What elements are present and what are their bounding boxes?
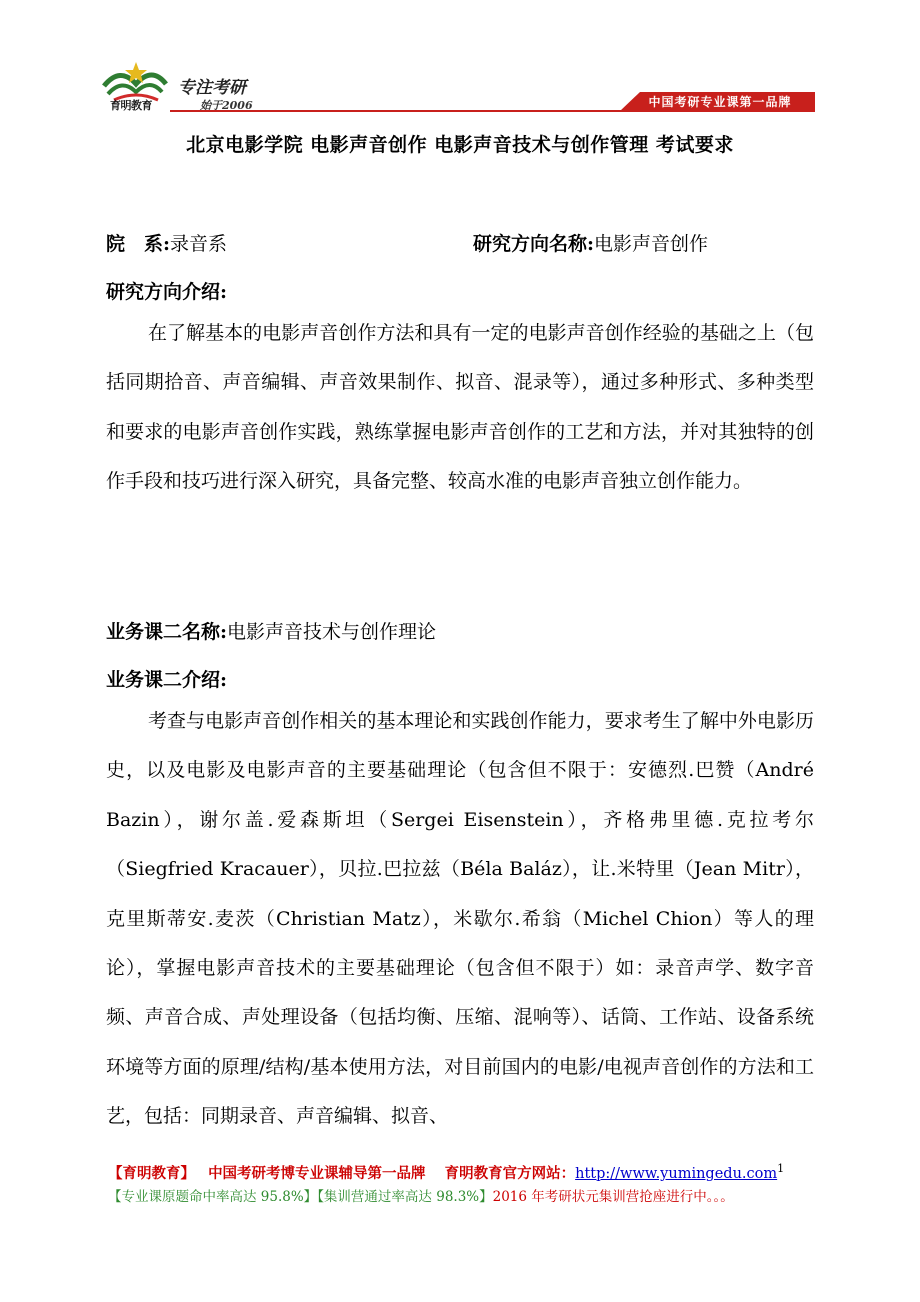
header-since: 始于2006 — [200, 99, 253, 112]
footer-camp-notice: 2016 年考研状元集训营抢座进行中。。。 — [492, 1189, 734, 1205]
dept-label: 院 系: — [106, 233, 171, 255]
footer-slogan: 中国考研考博专业课辅导第一品牌 — [208, 1165, 426, 1182]
direction-value: 电影声音创作 — [594, 233, 709, 255]
dept-value: 录音系 — [170, 233, 228, 255]
intro-heading: 研究方向介绍: — [106, 281, 228, 303]
footer-hit-rate: 【专业课原题命中率高达 95.8%】 — [108, 1189, 318, 1205]
course2-paragraph: 考查与电影声音创作相关的基本理论和实践创作能力，要求考生了解中外电影历史，以及电影及电影声音的主要基础理论（包含但不限于：安德烈.巴赞（André Bazin），谢尔盖.爱森斯坦（Sergei Eisenstein），齐格弗里德.克拉考尔（Siegfried Kracauer），贝拉.巴拉兹（Béla Baláz），让.米特里（Jean Mitr），克里斯蒂安.麦茨（Christian Matz），米歇尔.希翁（Michel Chion）等人的理论），掌握电影声音技术的主要基础理论（包含但不限于）如：录音声学、数字音频、声音合成、声处理设备（包括均衡、压缩、混响等）、话筒、工作站、设备系统环境等方面的原理/结构/基本使用方法，对目前国内的电影/电视声音创作的方法和工艺，包括：同期录音、声音编辑、拟音、 — [106, 710, 814, 1128]
course2-intro-heading: 业务课二介绍: — [106, 669, 228, 691]
dept-row — [106, 229, 227, 256]
footer-line-2 — [108, 1185, 734, 1205]
course2-row — [106, 617, 436, 644]
footer-url-link[interactable]: http://www.yumingedu.com — [575, 1166, 778, 1182]
page-title: 北京电影学院 电影声音创作 电影声音技术与创作管理 考试要求 — [186, 134, 734, 156]
page-number: 1 — [777, 1162, 785, 1176]
logo-text: 育明教育 — [110, 99, 152, 112]
course2-label: 业务课二名称: — [106, 621, 228, 643]
header-slogan: 专注考研 — [178, 78, 246, 98]
footer-line-1 — [108, 1162, 784, 1183]
intro-paragraph: 在了解基本的电影声音创作方法和具有一定的电影声音创作经验的基础之上（包括同期拾音、声音编辑、声音效果制作、拟音、混录等），通过多种形式、多种类型和要求的电影声音创作实践，熟练掌握电影声音创作的工艺和方法，并对其独特的创作手段和技巧进行深入研究，具备完整、较高水准的电影声音独立创作能力。 — [106, 322, 814, 493]
footer-site-label: 育明教育官方网站： — [444, 1165, 576, 1182]
page-header — [0, 0, 920, 120]
course2-value: 电影声音技术与创作理论 — [227, 621, 437, 643]
footer-pass-rate: 【集训营通过率高达 98.3%】 — [317, 1189, 493, 1205]
header-tagline: 中国考研专业课第一品牌 — [648, 95, 792, 109]
direction-label: 研究方向名称: — [473, 233, 595, 255]
direction-row — [473, 229, 708, 256]
footer-brand: 【育明教育】 — [108, 1165, 195, 1182]
